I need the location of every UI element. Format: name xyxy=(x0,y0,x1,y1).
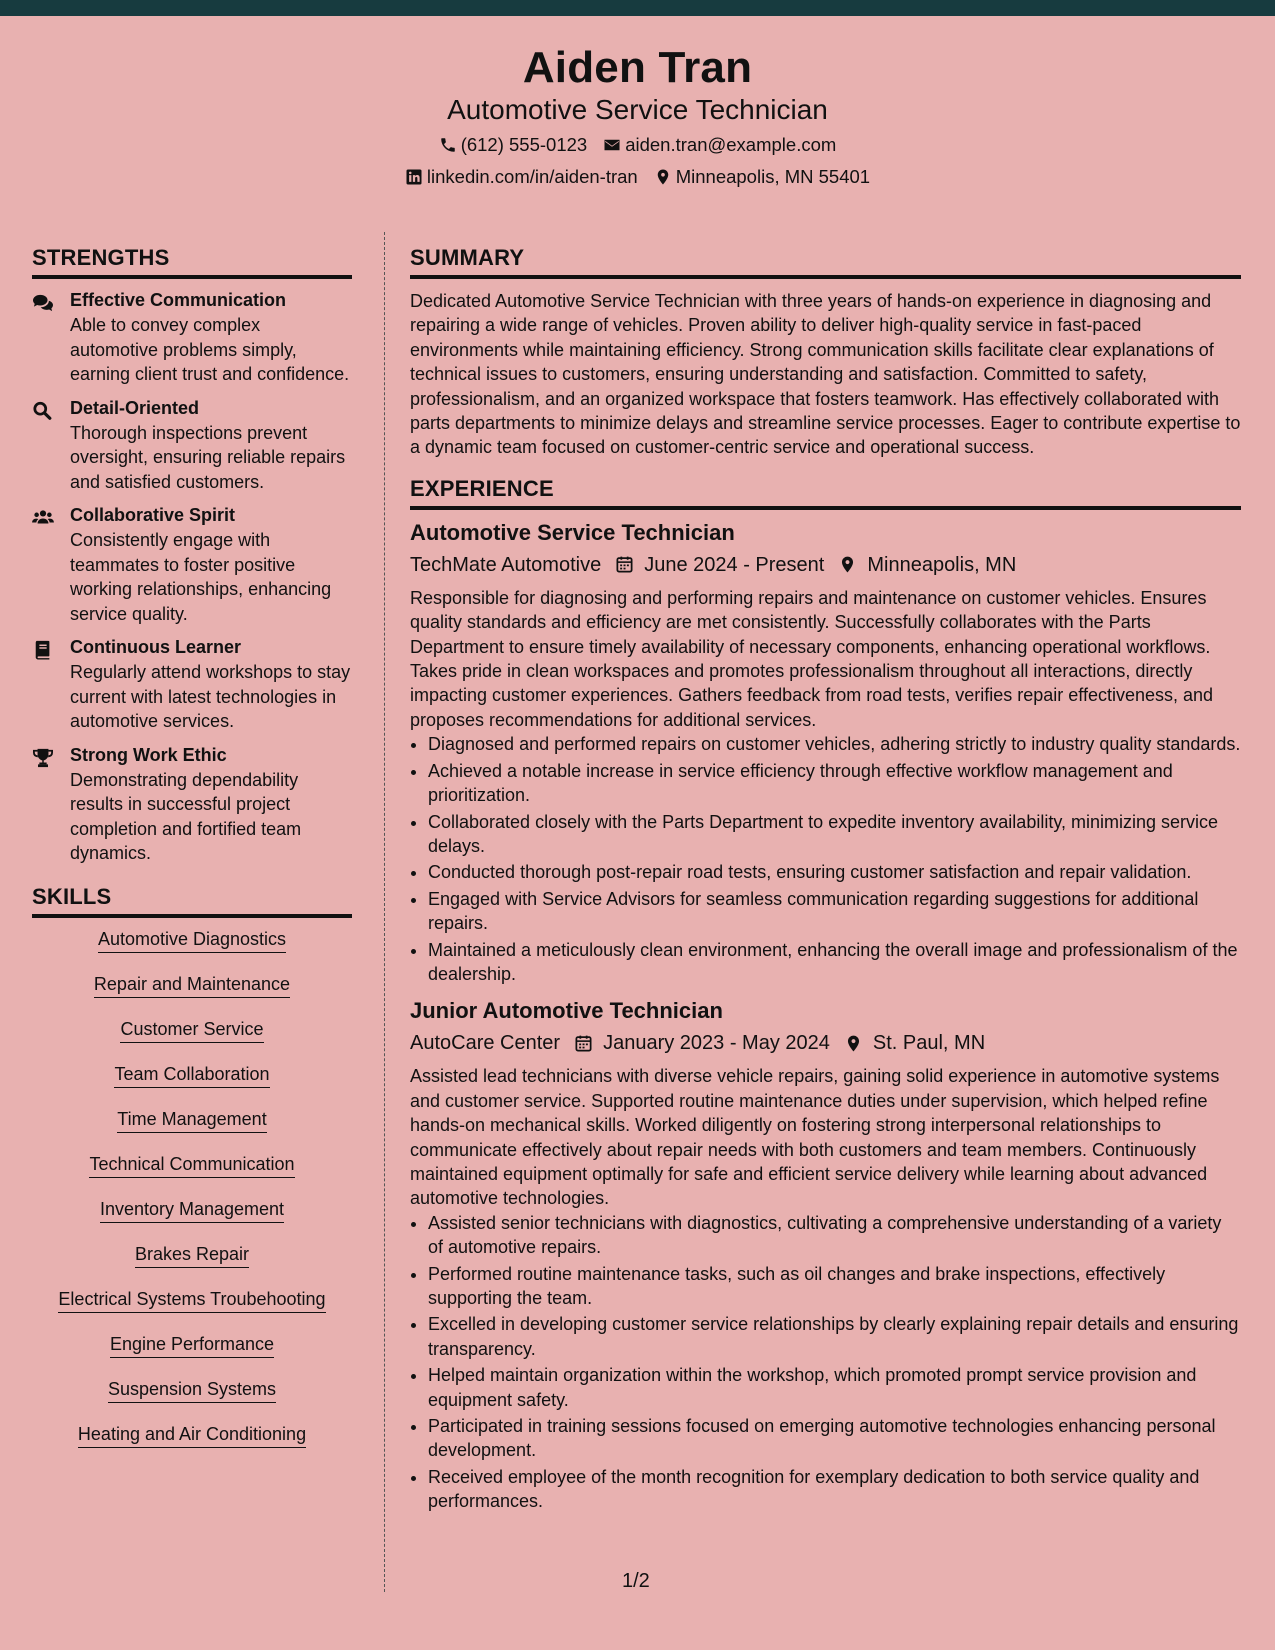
search-icon xyxy=(32,401,54,421)
strengths-heading: STRENGTHS xyxy=(32,245,352,279)
comments-icon xyxy=(32,293,54,313)
strength-desc: Thorough inspections prevent oversight, ensuring reliable repairs and satisfied customers. xyxy=(70,422,346,492)
job-dates: January 2023 - May 2024 xyxy=(603,1032,830,1055)
bullet-item: • Participated in training sessions focused on emerging automotive technologies enhancing personal development. xyxy=(428,1414,1241,1463)
calendar-icon xyxy=(615,555,634,574)
skill-item: Time Management xyxy=(117,1108,266,1133)
strength-title: Continuous Learner xyxy=(70,637,242,657)
skill-item: Engine Performance xyxy=(110,1333,274,1358)
bullet-item: • Helped maintain organization within the workshop, which promoted prompt service provision and equipment safety. xyxy=(428,1363,1241,1412)
summary-text: Dedicated Automotive Service Technician with three years of hands-on experience in diagnosing and repairing a wide range of vehicles. Proven ability to deliver high-quality service in fast-paced environments while maintaining efficiency. Strong communication skills facilitate clear explanations of technical issues to customers, ensuring understanding and satisfaction. Committed to safety, professionalism, and an organized workspace that fosters teamwork. Has effectively collaborated with parts departments to minimize delays and streamline service processes. Eager to contribute expertise to a dynamic team focused on customer-centric service and operational success. xyxy=(410,291,1241,458)
skill-item: Inventory Management xyxy=(100,1198,284,1223)
strength-title: Strong Work Ethic xyxy=(70,744,227,765)
top-accent-bar xyxy=(0,0,1275,16)
strength-item xyxy=(32,636,352,734)
map-marker-icon xyxy=(844,1034,863,1053)
job-dates: June 2024 - Present xyxy=(644,553,825,576)
job-bullets xyxy=(410,732,1241,986)
envelope-icon xyxy=(603,136,621,154)
map-marker-icon xyxy=(654,168,672,186)
job-description: Responsible for diagnosing and performing repairs and maintenance on customer vehicles. Ensures quality standards and efficiency are met consistently. Successfully collaborates with the Parts Department to ensure timely availability of necessary components, enhancing operational workflows. Takes pride in clean workspaces and promotes professionalism throughout all interactions, directly impacting customer experiences. Gathers feedback from road tests, verifies repair effectiveness, and proposes recommendations for additional services. xyxy=(410,587,1214,730)
users-icon xyxy=(32,508,54,528)
strength-item xyxy=(32,744,352,866)
experience-heading: EXPERIENCE xyxy=(410,476,1241,510)
strength-desc: Demonstrating dependability results in successful project completion and fortified team dynamics. xyxy=(70,769,302,863)
left-column xyxy=(32,245,352,1468)
contact-row-2 xyxy=(0,166,1275,188)
skill-item: Heating and Air Conditioning xyxy=(78,1423,306,1448)
calendar-icon xyxy=(574,1034,593,1053)
skills-list xyxy=(32,928,352,1468)
bullet-item: • Performed routine maintenance tasks, such as oil changes and brake inspections, effectively supporting the team. xyxy=(428,1262,1241,1311)
location-text: Minneapolis, MN 55401 xyxy=(675,166,871,187)
strength-desc: Regularly attend workshops to stay current with latest technologies in automotive services. xyxy=(70,662,351,731)
job-entry xyxy=(410,998,1241,1513)
bullet-item: • Conducted thorough post-repair road tests, ensuring customer satisfaction and repair validation. xyxy=(428,860,1241,884)
contact-row-1 xyxy=(0,134,1275,156)
skill-item: Team Collaboration xyxy=(114,1063,269,1088)
phone-text: (612) 555-0123 xyxy=(460,134,588,155)
skill-item: Technical Communication xyxy=(89,1153,294,1178)
job-location: Minneapolis, MN xyxy=(867,553,1017,576)
bullet-item: • Maintained a meticulously clean environment, enhancing the overall image and professionalism of the dealership. xyxy=(428,938,1241,987)
bullet-item: • Assisted senior technicians with diagnostics, cultivating a comprehensive understanding of a variety of automotive repairs. xyxy=(428,1211,1241,1260)
linkedin-icon xyxy=(405,168,423,186)
strength-title: Effective Communication xyxy=(70,290,287,310)
strength-item xyxy=(32,397,352,495)
skill-item: Automotive Diagnostics xyxy=(98,928,286,953)
bullet-item: • Engaged with Service Advisors for seamless communication regarding suggestions for additional repairs. xyxy=(428,887,1241,936)
trophy-icon xyxy=(32,748,54,768)
column-divider xyxy=(384,232,385,1592)
page-number: 1/2 xyxy=(622,1570,650,1592)
strength-item xyxy=(32,289,352,387)
job-bullets xyxy=(410,1211,1241,1514)
bullet-item: • Received employee of the month recognition for exemplary dedication to both service quality and performances. xyxy=(428,1465,1241,1514)
job-description: Assisted lead technicians with diverse vehicle repairs, gaining solid experience in automotive systems and customer service. Supported routine maintenance duties under supervision, which helped refine hands-on mechanical skills. Worked diligently on fostering strong interpersonal relationships to communicate effectively about repair needs with both customers and team members. Continuously maintained equipment optimally for safe and efficient service delivery while learning about advanced automotive technologies. xyxy=(410,1066,1220,1209)
candidate-title: Automotive Service Technician xyxy=(447,94,828,125)
strength-desc: Able to convey complex automotive problems simply, earning client trust and confidence. xyxy=(70,315,350,384)
bullet-item: • Collaborated closely with the Parts Department to expedite inventory availability, minimizing service delays. xyxy=(428,810,1241,859)
skill-item: Customer Service xyxy=(120,1018,263,1043)
skills-heading: SKILLS xyxy=(32,884,352,918)
phone-contact xyxy=(439,134,588,156)
resume-header xyxy=(0,16,1275,204)
book-icon xyxy=(32,640,54,660)
location-contact xyxy=(654,166,870,188)
skill-item: Brakes Repair xyxy=(135,1243,249,1268)
skill-item: Repair and Maintenance xyxy=(94,973,290,998)
strength-title: Collaborative Spirit xyxy=(70,505,236,525)
map-marker-icon xyxy=(838,555,857,574)
strength-desc: Consistently engage with teammates to foster positive working relationships, enhancing service quality. xyxy=(70,530,332,624)
job-entry xyxy=(410,520,1241,987)
job-location: St. Paul, MN xyxy=(872,1032,986,1055)
job-meta xyxy=(410,1030,1241,1056)
bullet-item: • Excelled in developing customer service relationships by clearly explaining repair details and ensuring transparency. xyxy=(428,1312,1241,1361)
email-contact[interactable] xyxy=(603,134,836,156)
bullet-item: • Achieved a notable increase in service efficiency through effective workflow management and prioritization. xyxy=(428,759,1241,808)
email-text[interactable]: aiden.tran@example.com xyxy=(625,134,837,155)
linkedin-text[interactable]: linkedin.com/in/aiden-tran xyxy=(426,166,638,187)
right-column xyxy=(410,245,1241,1526)
job-company: AutoCare Center xyxy=(410,1032,561,1055)
phone-icon xyxy=(439,136,457,154)
summary-heading: SUMMARY xyxy=(410,245,1241,279)
bullet-item: • Diagnosed and performed repairs on customer vehicles, adhering strictly to industry quality standards. xyxy=(428,732,1241,756)
skill-item: Electrical Systems Troubehooting xyxy=(58,1288,325,1313)
job-company: TechMate Automotive xyxy=(410,553,602,576)
candidate-name: Aiden Tran xyxy=(522,43,753,92)
strength-title: Detail-Oriented xyxy=(70,397,200,418)
job-title: Junior Automotive Technician xyxy=(410,998,723,1024)
linkedin-contact[interactable] xyxy=(405,166,638,188)
job-title: Automotive Service Technician xyxy=(410,519,735,545)
skill-item: Suspension Systems xyxy=(108,1378,276,1403)
job-meta xyxy=(410,552,1241,578)
strength-item xyxy=(32,504,352,626)
